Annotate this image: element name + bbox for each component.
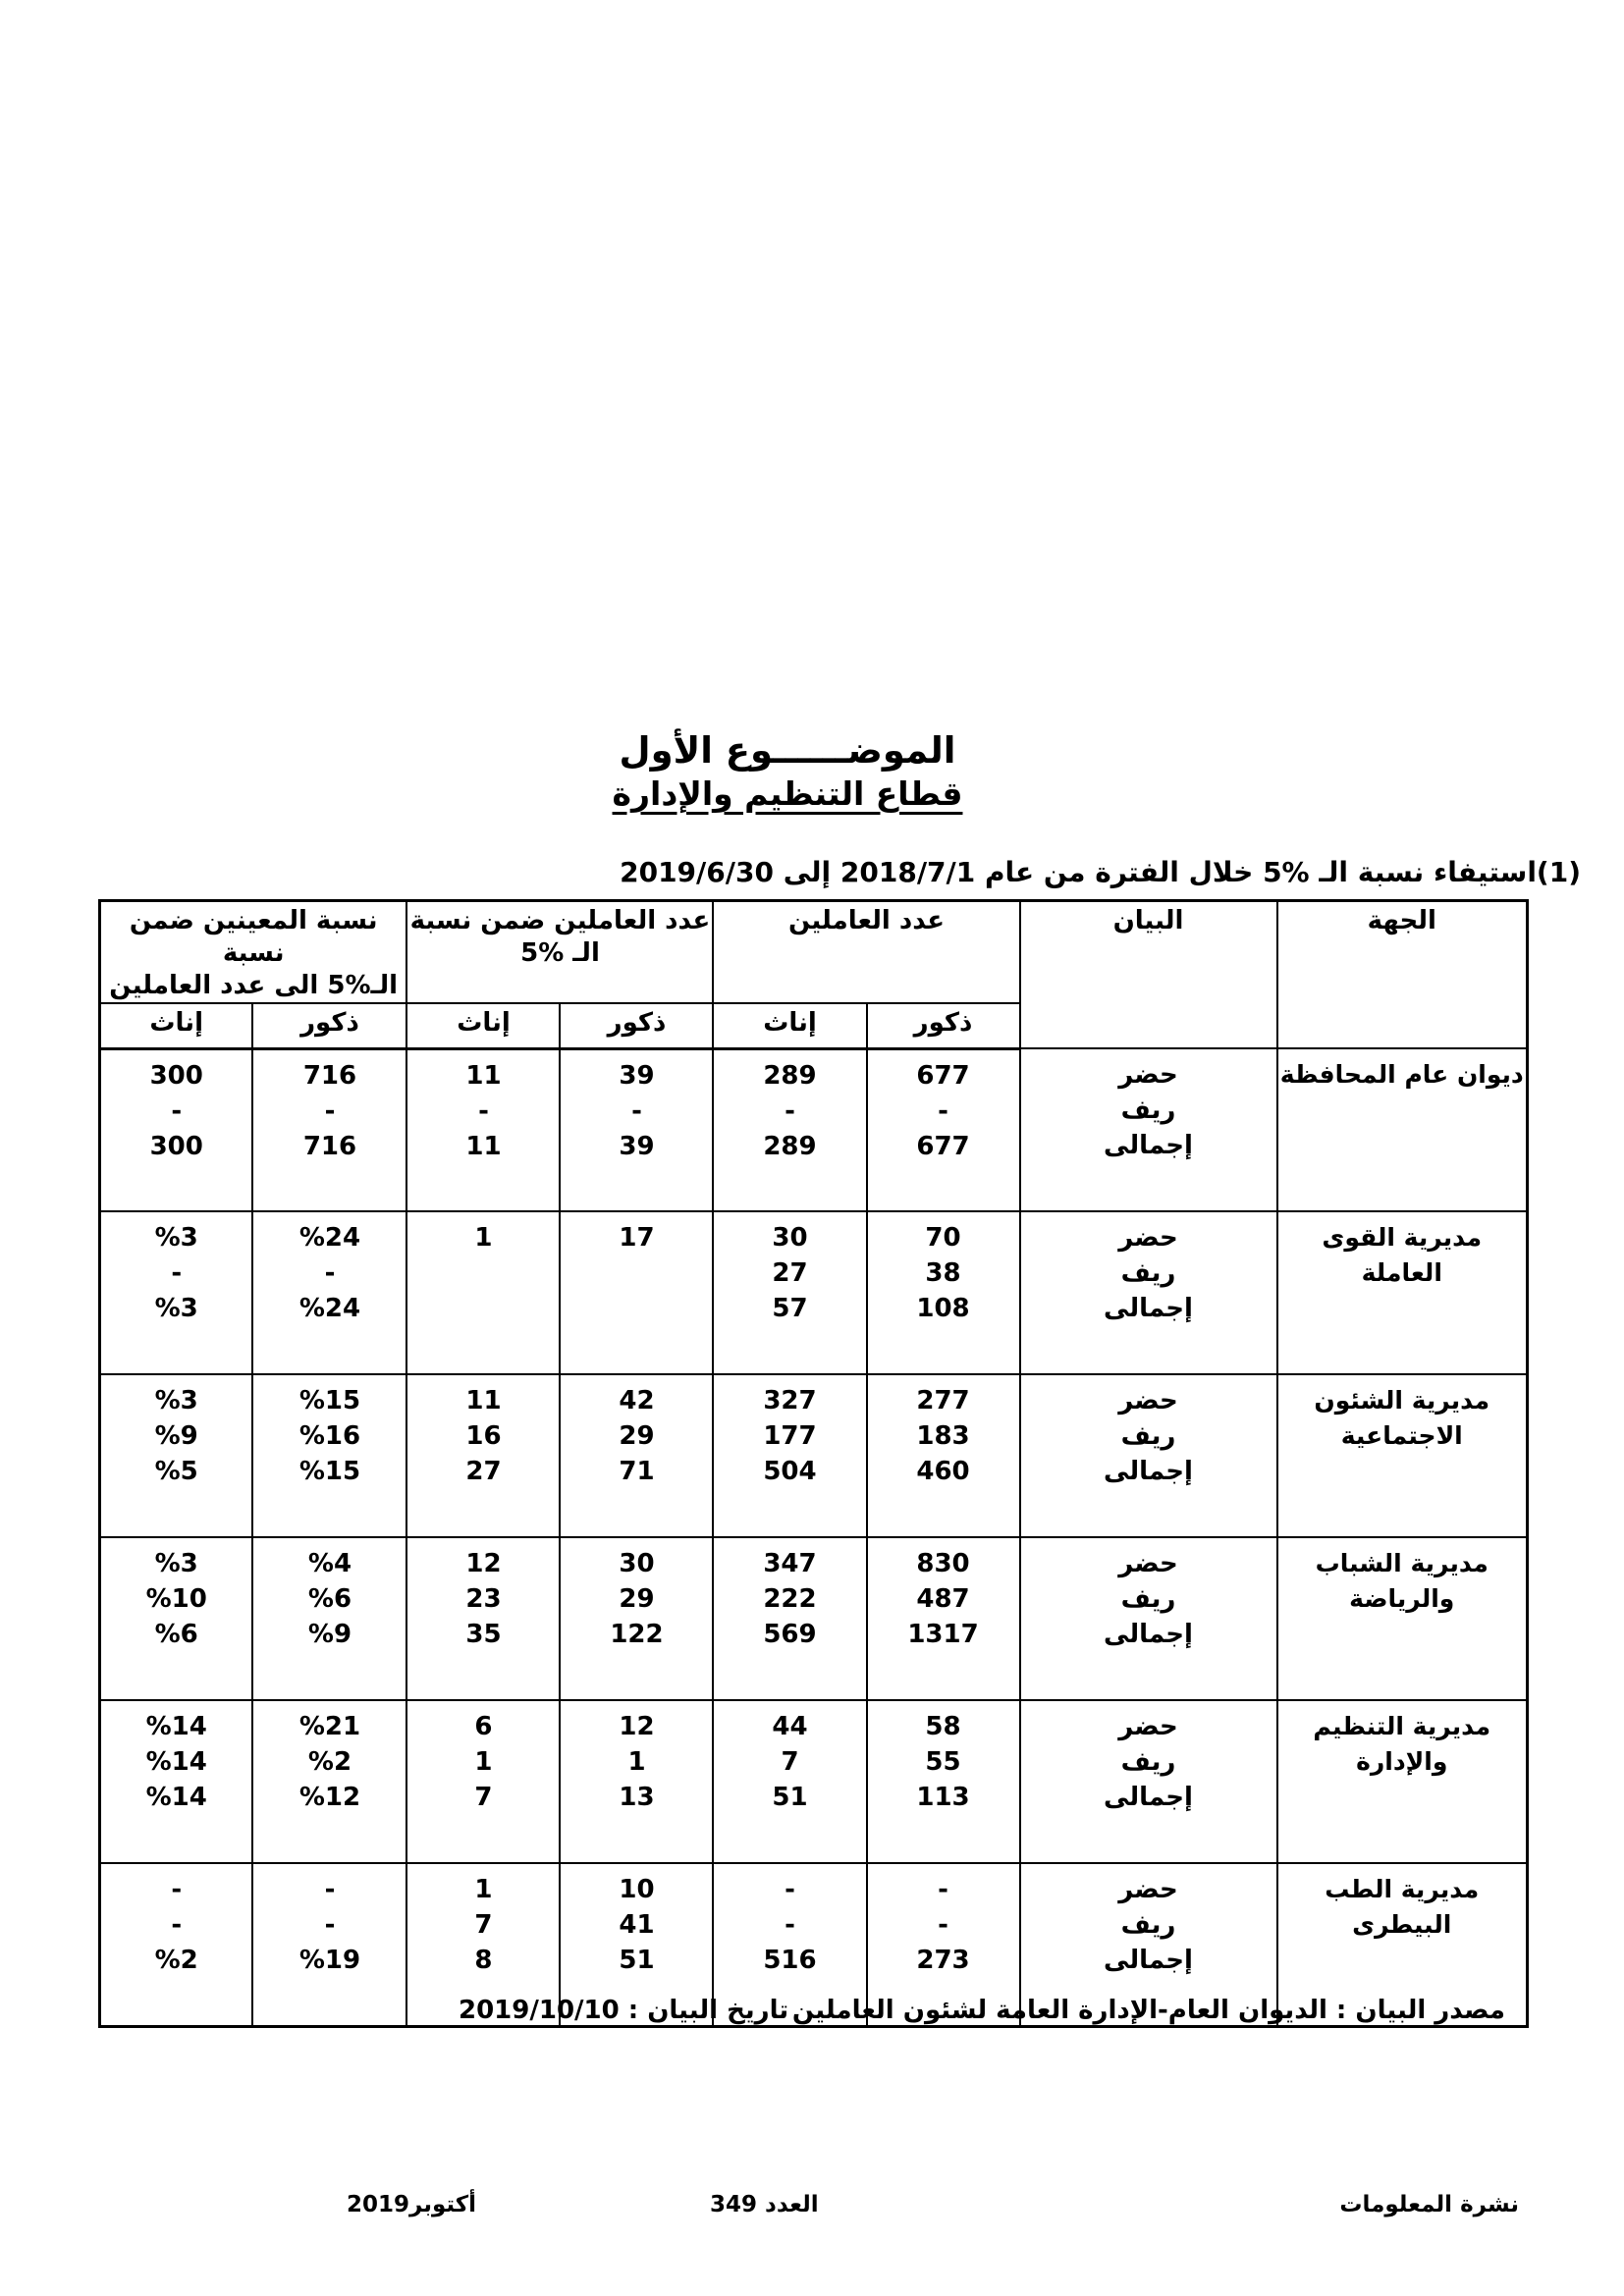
cell-line: 71 <box>619 1457 655 1486</box>
cell-line: ريف <box>1120 1747 1176 1777</box>
cell-line: 300 <box>149 1060 203 1091</box>
sector-title: قطاع التنظيم والإدارة <box>612 774 963 813</box>
ratio-male-cell <box>252 1048 406 1211</box>
cell-line: 516 <box>763 1946 817 1975</box>
five-pct-male-cell <box>560 1374 713 1537</box>
cell-line: ريف <box>1120 1910 1176 1940</box>
cell-line: 347 <box>763 1549 817 1578</box>
table-row <box>99 1211 1527 1374</box>
cell-line: - <box>324 1875 336 1904</box>
entity-name-cell <box>1277 1537 1528 1700</box>
footer-month: أكتوبر2019 <box>347 2192 477 2217</box>
cell-line: مديرية الطب البيطرى <box>1325 1875 1480 1939</box>
cell-line: إجمالى <box>1104 1457 1193 1486</box>
subcol-5pct-male: ذكور <box>560 1003 713 1048</box>
cell-line: %9 <box>154 1421 198 1451</box>
cell-line: %3 <box>154 1294 198 1323</box>
statement-cell <box>1020 1211 1277 1374</box>
cell-line: 1 <box>474 1875 493 1904</box>
col-group-workers-label: عدد العاملين <box>787 906 945 935</box>
cell-line: %14 <box>145 1747 207 1777</box>
cell-line: 677 <box>916 1131 970 1161</box>
cell-line <box>407 1255 559 1291</box>
workers-male-cell <box>867 1700 1020 1863</box>
cell-line: - <box>938 1875 948 1904</box>
cell-line: - <box>171 1258 183 1288</box>
cell-line: حضر <box>1118 1712 1178 1741</box>
cell-line: %12 <box>298 1783 361 1812</box>
table-caption: (1)استيفاء نسبة الـ %5 خلال الفترة من عام 2018/7/1 إلى 2019/6/30 <box>620 856 1581 888</box>
cell-line: %24 <box>298 1294 361 1323</box>
cell-line: ريف <box>1120 1584 1176 1614</box>
cell-line <box>561 1255 712 1291</box>
footer-issue-number: العدد 349 <box>710 2192 819 2217</box>
cell-line: 16 <box>465 1421 502 1451</box>
cell-line: 6 <box>474 1712 493 1741</box>
header-group-row <box>99 901 1527 1004</box>
cell-line: %6 <box>154 1620 198 1649</box>
cell-line: 23 <box>465 1584 502 1614</box>
cell-line: 1317 <box>907 1620 979 1649</box>
cell-line: %4 <box>307 1549 352 1578</box>
cell-line: %2 <box>307 1747 352 1777</box>
cell-line: %24 <box>298 1223 361 1253</box>
workers-male-cell <box>867 1211 1020 1374</box>
cell-line: - <box>785 1095 795 1126</box>
cell-line: 58 <box>925 1712 961 1741</box>
col-group-workers-5pct <box>406 901 713 1004</box>
five-pct-female-cell <box>406 1374 560 1537</box>
ratio-female-cell <box>99 1863 252 2026</box>
cell-line: %10 <box>145 1584 207 1614</box>
ratio-female-cell <box>99 1700 252 1863</box>
cell-line: %3 <box>154 1223 198 1253</box>
cell-line: 273 <box>916 1946 970 1975</box>
cell-line: %5 <box>154 1457 198 1486</box>
cell-line: - <box>938 1095 948 1126</box>
col-group-ratio-line2: الـ%5 الى عدد العاملين <box>109 971 399 1000</box>
cell-line: ديوان عام المحافظة <box>1279 1060 1524 1089</box>
footer-bulletin-name: نشرة المعلومات <box>1339 2192 1519 2217</box>
cell-line: 677 <box>916 1060 970 1091</box>
col-group-workers <box>713 901 1019 1004</box>
col-group-ratio <box>99 901 406 1004</box>
cell-line: 8 <box>474 1946 493 1975</box>
workers-female-cell <box>713 1211 866 1374</box>
workers-female-cell <box>713 1700 866 1863</box>
workers-male-cell <box>867 1048 1020 1211</box>
workers-male-cell <box>867 1537 1020 1700</box>
cell-line: %15 <box>298 1457 361 1486</box>
cell-line: 41 <box>619 1910 655 1940</box>
cell-line: 1 <box>627 1747 646 1777</box>
five-pct-male-cell <box>560 1537 713 1700</box>
ratio-female-cell <box>99 1048 252 1211</box>
cell-line: 17 <box>619 1223 655 1253</box>
cell-line: 12 <box>619 1712 655 1741</box>
cell-line: حضر <box>1118 1549 1178 1578</box>
cell-line: 51 <box>619 1946 655 1975</box>
statement-cell <box>1020 1374 1277 1537</box>
five-pct-male-cell <box>560 1048 713 1211</box>
entity-name-cell <box>1277 1374 1528 1537</box>
cell-line: 289 <box>763 1131 817 1161</box>
col-group-5pct-line2: الـ %5 <box>520 938 600 968</box>
cell-line: 39 <box>619 1060 655 1091</box>
cell-line: 569 <box>763 1620 817 1649</box>
subcol-5pct-female: إناث <box>406 1003 560 1048</box>
cell-line: 11 <box>465 1386 502 1415</box>
cell-line: 122 <box>610 1620 664 1649</box>
ratio-female-cell <box>99 1537 252 1700</box>
cell-line: مديرية الشئون الاجتماعية <box>1314 1386 1490 1450</box>
five-pct-female-cell <box>406 1048 560 1211</box>
cell-line: إجمالى <box>1104 1620 1193 1649</box>
cell-line: 27 <box>772 1258 808 1288</box>
cell-line: - <box>785 1875 795 1904</box>
statement-cell <box>1020 1537 1277 1700</box>
ratio-male-cell <box>252 1211 406 1374</box>
cell-line: - <box>938 1910 948 1940</box>
cell-line: ريف <box>1120 1095 1176 1125</box>
cell-line: 7 <box>474 1783 493 1812</box>
subcol-ratio-female: إناث <box>99 1003 252 1048</box>
cell-line: - <box>324 1095 336 1126</box>
col-header-statement: البيان <box>1020 901 1277 1049</box>
cell-line: 716 <box>302 1131 357 1161</box>
cell-line: - <box>478 1095 489 1126</box>
workers-male-cell <box>867 1374 1020 1537</box>
five-pct-female-cell <box>406 1537 560 1700</box>
cell-line: 830 <box>916 1549 970 1578</box>
cell-line: 7 <box>474 1910 493 1940</box>
data-source: مصدر البيان : الديوان العام-الإدارة العامة لشئون العاملين <box>791 1996 1505 2025</box>
cell-line: %15 <box>298 1386 361 1415</box>
cell-line: 277 <box>916 1386 970 1415</box>
cell-line: 30 <box>772 1223 808 1253</box>
cell-line: - <box>171 1095 183 1126</box>
cell-line: ريف <box>1120 1258 1176 1288</box>
col-group-5pct-line1: عدد العاملين ضمن نسبة <box>409 906 711 935</box>
entity-name-cell <box>1277 1700 1528 1863</box>
cell-line: %2 <box>154 1946 198 1975</box>
entity-name-cell <box>1277 1048 1528 1211</box>
cell-line: 70 <box>925 1223 961 1253</box>
ratio-male-cell <box>252 1537 406 1700</box>
cell-line: 12 <box>465 1549 502 1578</box>
five-pct-female-cell <box>406 1700 560 1863</box>
cell-line: - <box>631 1095 642 1126</box>
cell-line: 39 <box>619 1131 655 1161</box>
cell-line: 29 <box>619 1584 655 1614</box>
five-pct-male-cell <box>560 1700 713 1863</box>
cell-line: %14 <box>145 1712 207 1741</box>
ratio-female-cell <box>99 1374 252 1537</box>
cell-line: %14 <box>145 1783 207 1812</box>
cell-line: 327 <box>763 1386 817 1415</box>
cell-line: حضر <box>1118 1386 1178 1415</box>
cell-line: 55 <box>925 1747 961 1777</box>
subcol-workers-female: إناث <box>713 1003 866 1048</box>
cell-line: ريف <box>1120 1421 1176 1451</box>
cell-line: حضر <box>1118 1223 1178 1253</box>
cell-line: 44 <box>772 1712 808 1741</box>
cell-line: 300 <box>149 1131 203 1161</box>
table-row <box>99 1374 1527 1537</box>
cell-line <box>407 1291 559 1326</box>
cell-line: إجمالى <box>1104 1131 1193 1160</box>
cell-line: 35 <box>465 1620 502 1649</box>
cell-line: 29 <box>619 1421 655 1451</box>
cell-line: 11 <box>465 1131 502 1161</box>
statement-cell <box>1020 1048 1277 1211</box>
cell-line: حضر <box>1118 1060 1178 1090</box>
table-row <box>99 1537 1527 1700</box>
ratio-male-cell <box>252 1700 406 1863</box>
table-row <box>99 1700 1527 1863</box>
workers-female-cell <box>713 1537 866 1700</box>
cell-line: 13 <box>619 1783 655 1812</box>
cell-line: 222 <box>763 1584 817 1614</box>
cell-line: 113 <box>916 1783 970 1812</box>
cell-line: 504 <box>763 1457 817 1486</box>
cell-line: حضر <box>1118 1875 1178 1904</box>
cell-line: 27 <box>465 1457 502 1486</box>
cell-line: 1 <box>474 1223 493 1253</box>
five-pct-female-cell <box>406 1211 560 1374</box>
cell-line: 10 <box>619 1875 655 1904</box>
cell-line: 716 <box>302 1060 357 1091</box>
cell-line: - <box>324 1258 336 1288</box>
subcol-workers-male: ذكور <box>867 1003 1020 1048</box>
ratio-female-cell <box>99 1211 252 1374</box>
page-title: الموضــــــوع الأول <box>619 729 956 772</box>
entity-name-cell <box>1277 1211 1528 1374</box>
ratio-male-cell <box>252 1863 406 2026</box>
cell-line: %21 <box>298 1712 361 1741</box>
cell-line: %6 <box>307 1584 352 1614</box>
subcol-ratio-male: ذكور <box>252 1003 406 1048</box>
cell-line: مديرية القوى العاملة <box>1322 1223 1483 1287</box>
cell-line: - <box>171 1910 183 1940</box>
ratio-male-cell <box>252 1374 406 1537</box>
cell-line: 177 <box>763 1421 817 1451</box>
cell-line: 289 <box>763 1060 817 1091</box>
cell-line: %9 <box>307 1620 352 1649</box>
cell-line: - <box>171 1875 183 1904</box>
cell-line: 57 <box>772 1294 808 1323</box>
cell-line: 38 <box>925 1258 961 1288</box>
cell-line: - <box>324 1910 336 1940</box>
cell-line: %3 <box>154 1549 198 1578</box>
cell-line: - <box>785 1910 795 1940</box>
cell-line: %3 <box>154 1386 198 1415</box>
cell-line: 1 <box>474 1747 493 1777</box>
cell-line: 7 <box>781 1747 799 1777</box>
cell-line: 183 <box>916 1421 970 1451</box>
cell-line: 51 <box>772 1783 808 1812</box>
cell-line: 108 <box>916 1294 970 1323</box>
cell-line: %16 <box>298 1421 361 1451</box>
cell-line: إجمالى <box>1104 1294 1193 1323</box>
cell-line: 42 <box>619 1386 655 1415</box>
table-row <box>99 1048 1527 1211</box>
cell-line: 460 <box>916 1457 970 1486</box>
cell-line: إجمالى <box>1104 1783 1193 1812</box>
cell-line: مديرية الشباب والرياضة <box>1315 1549 1489 1613</box>
cell-line: %19 <box>298 1946 361 1975</box>
cell-line: 487 <box>916 1584 970 1614</box>
title-block <box>0 728 1575 815</box>
workers-female-cell <box>713 1048 866 1211</box>
statistics-table <box>98 899 1529 2028</box>
data-date: تاريخ البيان : 2019/10/10 <box>459 1996 789 2025</box>
workers-female-cell <box>713 1374 866 1537</box>
cell-line: مديرية التنظيم والإدارة <box>1313 1712 1491 1776</box>
five-pct-male-cell <box>560 1211 713 1374</box>
col-header-entity: الجهة <box>1277 901 1528 1049</box>
cell-line: إجمالى <box>1104 1946 1193 1975</box>
cell-line: 30 <box>619 1549 655 1578</box>
cell-line <box>561 1291 712 1326</box>
statement-cell <box>1020 1700 1277 1863</box>
col-group-ratio-line1: نسبة المعينين ضمن نسبة <box>129 906 378 968</box>
cell-line: 11 <box>465 1060 502 1091</box>
